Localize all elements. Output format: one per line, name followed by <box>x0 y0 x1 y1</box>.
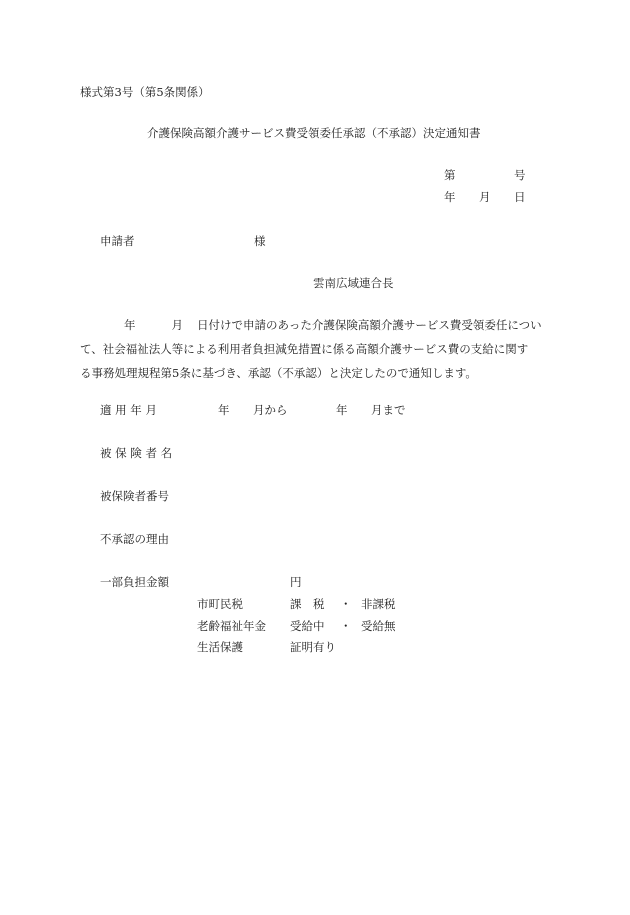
condition-option-certified: 証明有り <box>290 640 336 654</box>
form-number: 様式第3号（第5条関係） <box>80 85 210 99</box>
number-prefix: 第 <box>444 168 456 182</box>
recipient-honorific: 様 <box>254 234 266 248</box>
condition-option-taxed: 課 税 <box>290 597 325 611</box>
date-day: 日 <box>514 190 526 204</box>
condition-option-not-receiving: 受給無 <box>361 619 396 633</box>
period-year-2: 年 <box>336 403 348 417</box>
date-month: 月 <box>479 190 491 204</box>
date-year: 年 <box>444 190 456 204</box>
body-line-1 <box>80 313 560 337</box>
period-to: 月まで <box>371 403 406 417</box>
period-year-1: 年 <box>218 403 230 417</box>
body-line-3: る事務処理規程第5条に基づき、承認（不承認）と決定したので通知します。 <box>80 366 477 380</box>
recipient-label: 申請者 <box>100 234 135 248</box>
condition-label-pension: 老齢福祉年金 <box>197 619 266 633</box>
condition-label-tax: 市町民税 <box>197 597 243 611</box>
body-month: 月 <box>171 318 183 332</box>
yen-unit: 円 <box>290 575 302 589</box>
number-suffix: 号 <box>514 168 526 182</box>
period-from: 月から <box>253 403 288 417</box>
body-year: 年 <box>124 318 136 332</box>
document-title: 介護保険高額介護サービス費受領委任承認（不承認）決定通知書 <box>147 126 481 140</box>
body-line-1-text: 日付けで申請のあった介護保険高額介護サービス費受領委任につい <box>197 318 542 332</box>
condition-separator: ・ <box>340 619 352 633</box>
partial-burden-label: 一部負担金額 <box>100 575 169 589</box>
condition-option-receiving: 受給中 <box>290 619 325 633</box>
issuer: 雲南広域連合長 <box>313 276 394 290</box>
condition-label-welfare: 生活保護 <box>197 640 243 654</box>
rejection-reason-label: 不承認の理由 <box>100 532 169 546</box>
condition-separator: ・ <box>340 597 352 611</box>
period-label: 適 用 年 月 <box>100 403 157 417</box>
insured-number-label: 被保険者番号 <box>100 489 169 503</box>
insured-name-label: 被 保 険 者 名 <box>100 446 173 460</box>
condition-option-nontaxed: 非課税 <box>361 597 396 611</box>
body-paragraph <box>80 313 560 385</box>
body-line-2: て、社会福祉法人等による利用者負担減免措置に係る高額介護サービス費の支給に関す <box>80 342 529 356</box>
